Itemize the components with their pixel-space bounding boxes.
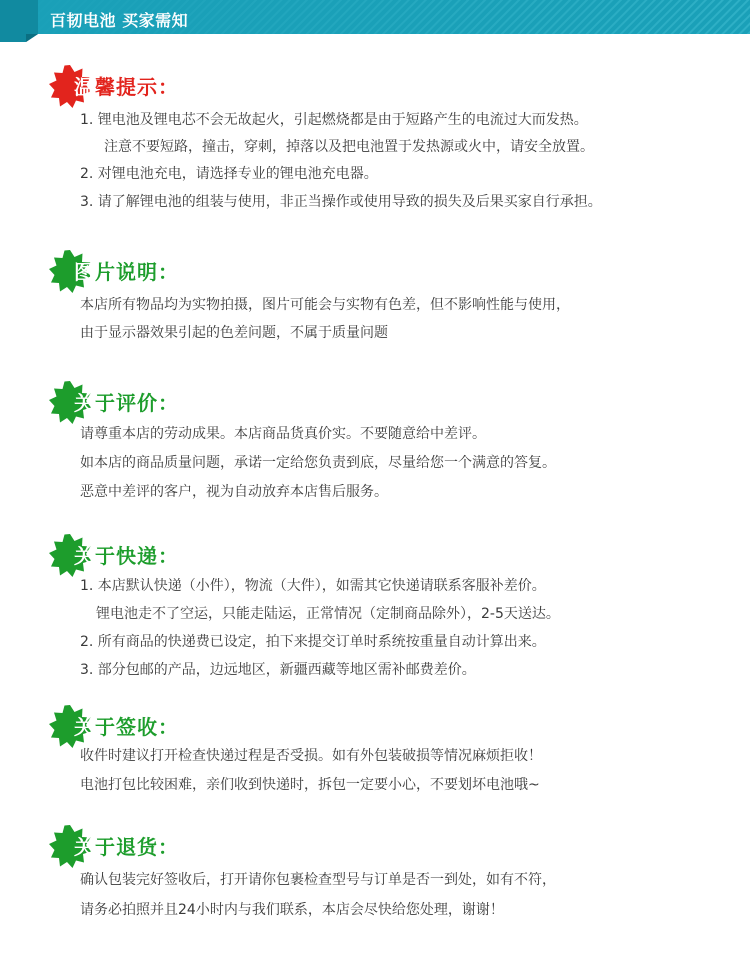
page-title: 百韧电池 买家需知: [50, 11, 189, 30]
list-item: 本店所有物品均为实物拍摄，图片可能会与实物有色差，但不影响性能与使用，: [80, 297, 570, 313]
list-item: 1. 本店默认快递（小件），物流（大件），如需其它快递请联系客服补差价。: [80, 578, 546, 594]
section-returns: [0, 824, 750, 918]
section-title: 关于评价：: [74, 391, 179, 415]
section-title: 关于签收：: [74, 715, 179, 739]
list-item: 3. 请了解锂电池的组装与使用，非正当操作或使用导致的损失及后果买家自行承担。: [80, 194, 602, 210]
header-banner: [0, 0, 750, 42]
list-item: 电池打包比较困难，亲们收到快递时，拆包一定要小心，不要划坏电池哦~: [80, 777, 540, 793]
list-item: 2. 所有商品的快递费已设定，拍下来提交订单时系统按重量自动计算出来。: [80, 634, 546, 650]
list-item: 2. 对锂电池充电，请选择专业的锂电池充电器。: [80, 166, 378, 182]
list-item: 确认包装完好签收后，打开请你包裹检查型号与订单是否一到处，如有不符，: [80, 872, 556, 888]
section-title: 关于快递：: [74, 544, 179, 568]
list-item: 如本店的商品质量问题，承诺一定给您负责到底，尽量给您一个满意的答复。: [80, 455, 556, 471]
section-reviews: [0, 380, 750, 500]
section-title: 温馨提示：: [74, 75, 179, 99]
list-item: 收件时建议打开检查快递过程是否受损。如有外包装破损等情况麻烦拒收！: [80, 748, 542, 764]
list-item: 请尊重本店的劳动成果。本店商品货真价实。不要随意给中差评。: [80, 426, 486, 442]
section-receipt: [0, 704, 750, 793]
section-title: 图片说明：: [74, 260, 179, 284]
list-item: 请务必拍照并且24小时内与我们联系，本店会尽快给您处理，谢谢！: [80, 902, 504, 918]
section-image-note: [0, 249, 750, 341]
list-item: 锂电池走不了空运，只能走陆运，正常情况（定制商品除外），2-5天送达。: [96, 606, 560, 622]
list-item: 由于显示器效果引起的色差问题，不属于质量问题: [80, 325, 388, 341]
list-item: 恶意中差评的客户，视为自动放弃本店售后服务。: [80, 484, 388, 500]
list-item: 3. 部分包邮的产品，边远地区，新疆西藏等地区需补邮费差价。: [80, 662, 476, 678]
list-item: 1. 锂电池及锂电芯不会无故起火，引起燃烧都是由于短路产生的电流过大而发热。: [80, 112, 588, 128]
section-title: 关于退货：: [74, 835, 179, 859]
section-delivery: [0, 533, 750, 678]
list-item: 注意不要短路，撞击，穿刺，掉落以及把电池置于发热源或火中，请安全放置。: [104, 139, 594, 155]
section-tips: [0, 64, 750, 210]
